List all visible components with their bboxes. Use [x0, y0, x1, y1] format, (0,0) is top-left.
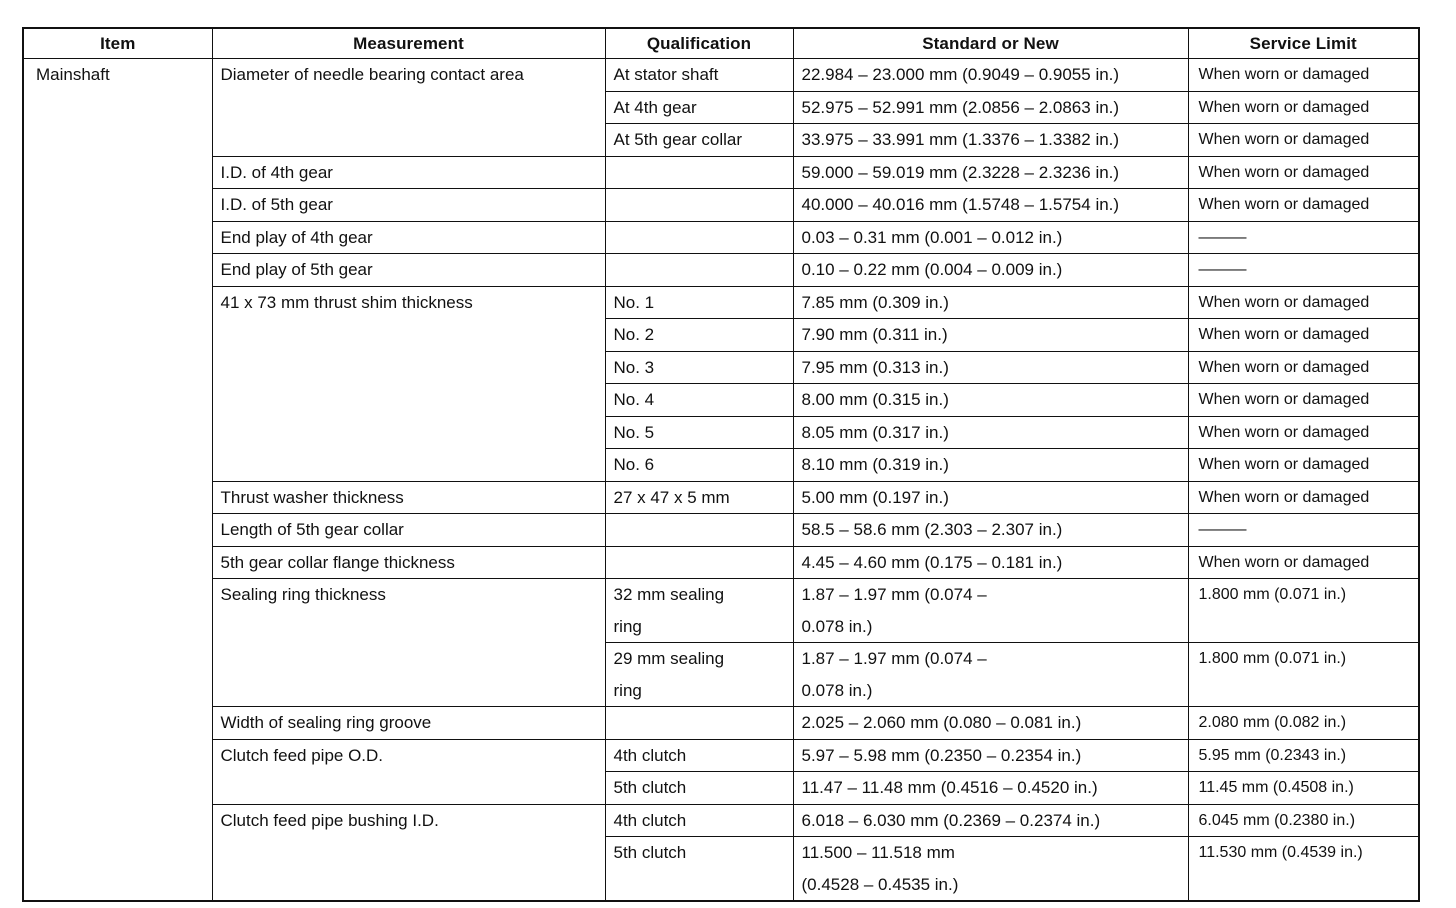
standard-cell: 8.10 mm (0.319 in.) — [793, 449, 1188, 482]
standard-cell: 58.5 – 58.6 mm (2.303 – 2.307 in.) — [793, 514, 1188, 547]
standard-cell: 6.018 – 6.030 mm (0.2369 – 0.2374 in.) — [793, 804, 1188, 837]
table-row — [23, 254, 1419, 287]
qualification-cell: At 4th gear — [605, 91, 793, 124]
service-limit-cell: 2.080 mm (0.082 in.) — [1188, 707, 1419, 740]
table-row — [23, 481, 1419, 514]
service-limit-cell: 1.800 mm (0.071 in.) — [1188, 579, 1419, 643]
standard-cell: 7.85 mm (0.309 in.) — [793, 286, 1188, 319]
table-row — [23, 579, 1419, 643]
measurement-cell: I.D. of 5th gear — [212, 189, 605, 222]
standard-cell: 59.000 – 59.019 mm (2.3228 – 2.3236 in.) — [793, 156, 1188, 189]
header-item: Item — [23, 28, 212, 59]
table-row — [23, 189, 1419, 222]
standard-cell: 1.87 – 1.97 mm (0.074 – 0.078 in.) — [793, 579, 1188, 643]
qualification-cell — [605, 221, 793, 254]
table-row — [23, 156, 1419, 189]
qualification-cell: No. 5 — [605, 416, 793, 449]
standard-cell: 52.975 – 52.991 mm (2.0856 – 2.0863 in.) — [793, 91, 1188, 124]
header-qualification: Qualification — [605, 28, 793, 59]
standard-cell: 8.05 mm (0.317 in.) — [793, 416, 1188, 449]
qualification-cell: 5th clutch — [605, 772, 793, 805]
table-row — [23, 59, 1419, 92]
spec-table — [22, 27, 1420, 902]
standard-cell: 0.10 – 0.22 mm (0.004 – 0.009 in.) — [793, 254, 1188, 287]
qualification-cell: 29 mm sealing ring — [605, 643, 793, 707]
qualification-cell: 27 x 47 x 5 mm — [605, 481, 793, 514]
qualification-cell: 32 mm sealing ring — [605, 579, 793, 643]
qualification-cell: 4th clutch — [605, 804, 793, 837]
item-cell: Mainshaft — [23, 59, 212, 902]
service-limit-cell: When worn or damaged — [1188, 124, 1419, 157]
standard-cell: 40.000 – 40.016 mm (1.5748 – 1.5754 in.) — [793, 189, 1188, 222]
standard-cell: 5.00 mm (0.197 in.) — [793, 481, 1188, 514]
table-row — [23, 286, 1419, 319]
qualification-cell: No. 4 — [605, 384, 793, 417]
table-body — [23, 59, 1419, 902]
standard-cell: 7.95 mm (0.313 in.) — [793, 351, 1188, 384]
table-row — [23, 221, 1419, 254]
measurement-cell: Length of 5th gear collar — [212, 514, 605, 547]
service-limit-cell: When worn or damaged — [1188, 286, 1419, 319]
qualification-cell — [605, 707, 793, 740]
measurement-cell: Thrust washer thickness — [212, 481, 605, 514]
service-limit-cell: 6.045 mm (0.2380 in.) — [1188, 804, 1419, 837]
service-limit-cell: When worn or damaged — [1188, 156, 1419, 189]
standard-cell: 4.45 – 4.60 mm (0.175 – 0.181 in.) — [793, 546, 1188, 579]
standard-cell: 8.00 mm (0.315 in.) — [793, 384, 1188, 417]
measurement-cell: Sealing ring thickness — [212, 579, 605, 707]
standard-cell: 22.984 – 23.000 mm (0.9049 – 0.9055 in.) — [793, 59, 1188, 92]
table-header — [23, 28, 1419, 59]
service-limit-cell: When worn or damaged — [1188, 449, 1419, 482]
standard-cell: 2.025 – 2.060 mm (0.080 – 0.081 in.) — [793, 707, 1188, 740]
service-limit-cell: ——— — [1188, 254, 1419, 287]
header-standard: Standard or New — [793, 28, 1188, 59]
standard-cell: 0.03 – 0.31 mm (0.001 – 0.012 in.) — [793, 221, 1188, 254]
service-limit-cell: 5.95 mm (0.2343 in.) — [1188, 739, 1419, 772]
service-limit-cell: When worn or damaged — [1188, 189, 1419, 222]
service-limit-cell: ——— — [1188, 221, 1419, 254]
qualification-cell — [605, 514, 793, 547]
header-service-limit: Service Limit — [1188, 28, 1419, 59]
measurement-cell: I.D. of 4th gear — [212, 156, 605, 189]
qualification-cell: 4th clutch — [605, 739, 793, 772]
service-limit-cell: When worn or damaged — [1188, 384, 1419, 417]
measurement-cell: 41 x 73 mm thrust shim thickness — [212, 286, 605, 481]
header-row — [23, 28, 1419, 59]
header-measurement: Measurement — [212, 28, 605, 59]
qualification-cell — [605, 189, 793, 222]
qualification-cell: At 5th gear collar — [605, 124, 793, 157]
standard-cell: 1.87 – 1.97 mm (0.074 – 0.078 in.) — [793, 643, 1188, 707]
qualification-cell — [605, 156, 793, 189]
measurement-cell: End play of 4th gear — [212, 221, 605, 254]
measurement-cell: Clutch feed pipe O.D. — [212, 739, 605, 804]
service-limit-cell: 11.530 mm (0.4539 in.) — [1188, 837, 1419, 902]
service-limit-cell: 1.800 mm (0.071 in.) — [1188, 643, 1419, 707]
qualification-cell: At stator shaft — [605, 59, 793, 92]
measurement-cell: Width of sealing ring groove — [212, 707, 605, 740]
service-limit-cell: When worn or damaged — [1188, 319, 1419, 352]
standard-cell: 11.47 – 11.48 mm (0.4516 – 0.4520 in.) — [793, 772, 1188, 805]
table-row — [23, 546, 1419, 579]
service-limit-cell: ——— — [1188, 514, 1419, 547]
table-row — [23, 707, 1419, 740]
measurement-cell: Diameter of needle bearing contact area — [212, 59, 605, 157]
standard-cell: 7.90 mm (0.311 in.) — [793, 319, 1188, 352]
service-limit-cell: When worn or damaged — [1188, 91, 1419, 124]
table-row — [23, 739, 1419, 772]
table-row — [23, 514, 1419, 547]
qualification-cell: No. 1 — [605, 286, 793, 319]
measurement-cell: 5th gear collar flange thickness — [212, 546, 605, 579]
qualification-cell: No. 6 — [605, 449, 793, 482]
standard-cell: 33.975 – 33.991 mm (1.3376 – 1.3382 in.) — [793, 124, 1188, 157]
service-limit-cell: When worn or damaged — [1188, 59, 1419, 92]
service-limit-cell: When worn or damaged — [1188, 481, 1419, 514]
qualification-cell — [605, 546, 793, 579]
measurement-cell: End play of 5th gear — [212, 254, 605, 287]
qualification-cell — [605, 254, 793, 287]
qualification-cell: No. 3 — [605, 351, 793, 384]
standard-cell: 11.500 – 11.518 mm (0.4528 – 0.4535 in.) — [793, 837, 1188, 902]
service-limit-cell: 11.45 mm (0.4508 in.) — [1188, 772, 1419, 805]
table-row — [23, 804, 1419, 837]
measurement-cell: Clutch feed pipe bushing I.D. — [212, 804, 605, 901]
service-limit-cell: When worn or damaged — [1188, 351, 1419, 384]
service-limit-cell: When worn or damaged — [1188, 546, 1419, 579]
qualification-cell: No. 2 — [605, 319, 793, 352]
qualification-cell: 5th clutch — [605, 837, 793, 902]
service-limit-cell: When worn or damaged — [1188, 416, 1419, 449]
standard-cell: 5.97 – 5.98 mm (0.2350 – 0.2354 in.) — [793, 739, 1188, 772]
